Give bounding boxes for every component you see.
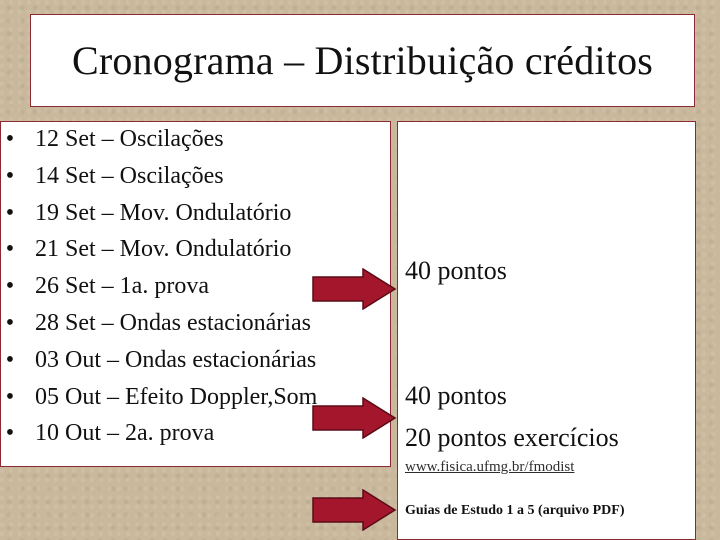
- right-arrow-icon: [311, 489, 397, 531]
- list-item-text: 26 Set – 1a. prova: [35, 273, 209, 300]
- bullet: •: [5, 310, 15, 336]
- list-item-text: 14 Set – Oscilações: [35, 162, 224, 189]
- study-guides-text: Guias de Estudo 1 a 5 (arquivo PDF): [405, 503, 625, 518]
- credits-box: [397, 121, 696, 540]
- list-item-text: 10 Out – 2a. prova: [35, 420, 215, 447]
- right-arrow-icon: [311, 397, 397, 439]
- bullet: •: [5, 273, 15, 300]
- bullet: •: [5, 236, 15, 263]
- list-item-text: 19 Set – Mov. Ondulatório: [35, 199, 292, 226]
- list-item-text: 03 Out – Ondas estacionárias: [35, 346, 317, 373]
- bullet: •: [5, 420, 15, 447]
- title-box: [30, 14, 695, 107]
- bullet: •: [5, 199, 15, 226]
- list-item-text: 05 Out – Efeito Doppler,Som: [35, 383, 318, 410]
- bullet: •: [5, 346, 15, 373]
- exercises-points: 20 pontos exercícios: [405, 423, 619, 452]
- list-item-text: 12 Set – Oscilações: [35, 126, 224, 152]
- bullet: •: [5, 162, 15, 189]
- bullet: •: [5, 126, 15, 152]
- first-exam-points: 40 pontos: [405, 256, 507, 285]
- list-item-text: 21 Set – Mov. Ondulatório: [35, 236, 292, 263]
- bullet: •: [5, 383, 15, 410]
- right-arrow-icon: [311, 268, 397, 310]
- course-link[interactable]: www.fisica.ufmg.br/fmodist: [405, 459, 575, 475]
- slide-title: Cronograma – Distribuição créditos: [71, 38, 654, 83]
- list-item-text: 28 Set – Ondas estacionárias: [35, 310, 311, 336]
- second-exam-points: 40 pontos: [405, 381, 507, 410]
